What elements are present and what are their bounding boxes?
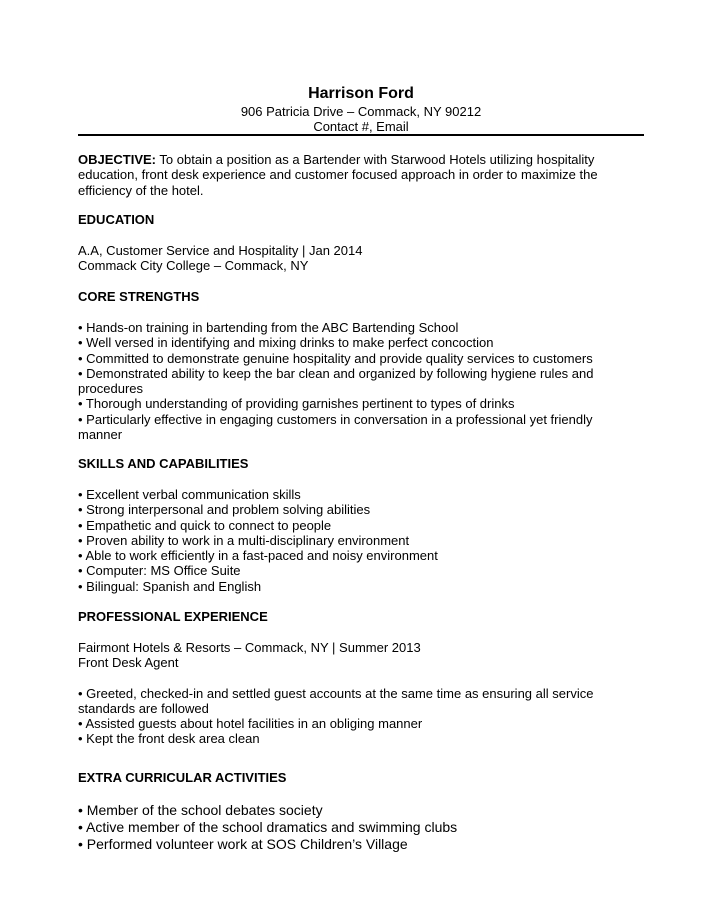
header-divider xyxy=(78,134,644,136)
core-strengths-section xyxy=(78,289,638,442)
list-item: • Strong interpersonal and problem solving abilities xyxy=(78,502,371,518)
list-item: • Excellent verbal communication skills xyxy=(78,487,301,502)
list-item: • Active member of the school dramatics and swimming clubs xyxy=(78,819,458,835)
list-item: • Computer: MS Office Suite xyxy=(78,563,241,579)
list-item: • Proven ability to work in a multi-disciplinary environment xyxy=(78,532,410,548)
experience-heading: PROFESSIONAL EXPERIENCE xyxy=(78,609,268,624)
list-item: • Particularly effective in engaging customers in conversation in a professional yet friendly manner xyxy=(78,411,593,443)
experience-employer: Fairmont Hotels & Resorts – Commack, NY | Summer 2013 xyxy=(78,640,421,655)
skills-heading: SKILLS AND CAPABILITIES xyxy=(78,456,249,471)
list-item: • Member of the school debates society xyxy=(78,802,323,818)
objective-label: OBJECTIVE: xyxy=(78,152,157,167)
core-strengths-heading: CORE STRENGTHS xyxy=(78,289,200,304)
candidate-name: Harrison Ford xyxy=(308,85,414,102)
list-item: • Kept the front desk area clean xyxy=(78,731,260,747)
objective-section xyxy=(78,152,638,198)
list-item: • Able to work efficiently in a fast-paced and noisy environment xyxy=(78,548,438,564)
experience-title: Front Desk Agent xyxy=(78,655,179,671)
education-section xyxy=(78,212,638,274)
education-heading: EDUCATION xyxy=(78,212,155,227)
candidate-contact: Contact #, Email xyxy=(313,119,409,134)
skills-section xyxy=(78,456,638,594)
list-item: • Well versed in identifying and mixing drinks to make perfect concoction xyxy=(78,335,494,351)
list-item: • Demonstrated ability to keep the bar clean and organized by following hygiene rules and procedures xyxy=(78,365,594,397)
objective-text: To obtain a position as a Bartender with Starwood Hotels utilizing hospitality education, front desk experience and customer focused approach in order to maximize the efficiency of the hotel. xyxy=(78,152,598,198)
list-item: • Empathetic and quick to connect to people xyxy=(78,517,332,533)
candidate-address: 906 Patricia Drive – Commack, NY 90212 xyxy=(240,104,482,119)
list-item: • Assisted guests about hotel facilities in an obliging manner xyxy=(78,716,423,732)
experience-section xyxy=(78,609,638,747)
list-item: • Performed volunteer work at SOS Children’s Village xyxy=(78,836,408,852)
activities-heading: EXTRA CURRICULAR ACTIVITIES xyxy=(78,770,287,785)
list-item: • Greeted, checked-in and settled guest accounts at the same time as ensuring all service standards are followed xyxy=(78,685,594,716)
list-item: • Committed to demonstrate genuine hospitality and provide quality services to customers xyxy=(78,350,593,366)
list-item: • Bilingual: Spanish and English xyxy=(78,578,262,594)
list-item: • Hands-on training in bartending from the ABC Bartending School xyxy=(78,320,459,335)
education-school: Commack City College – Commack, NY xyxy=(78,258,309,274)
list-item: • Thorough understanding of providing garnishes pertinent to types of drinks xyxy=(78,396,515,412)
resume-header xyxy=(78,84,644,134)
education-degree: A.A, Customer Service and Hospitality | Jan 2014 xyxy=(78,243,363,258)
activities-section xyxy=(78,770,638,853)
